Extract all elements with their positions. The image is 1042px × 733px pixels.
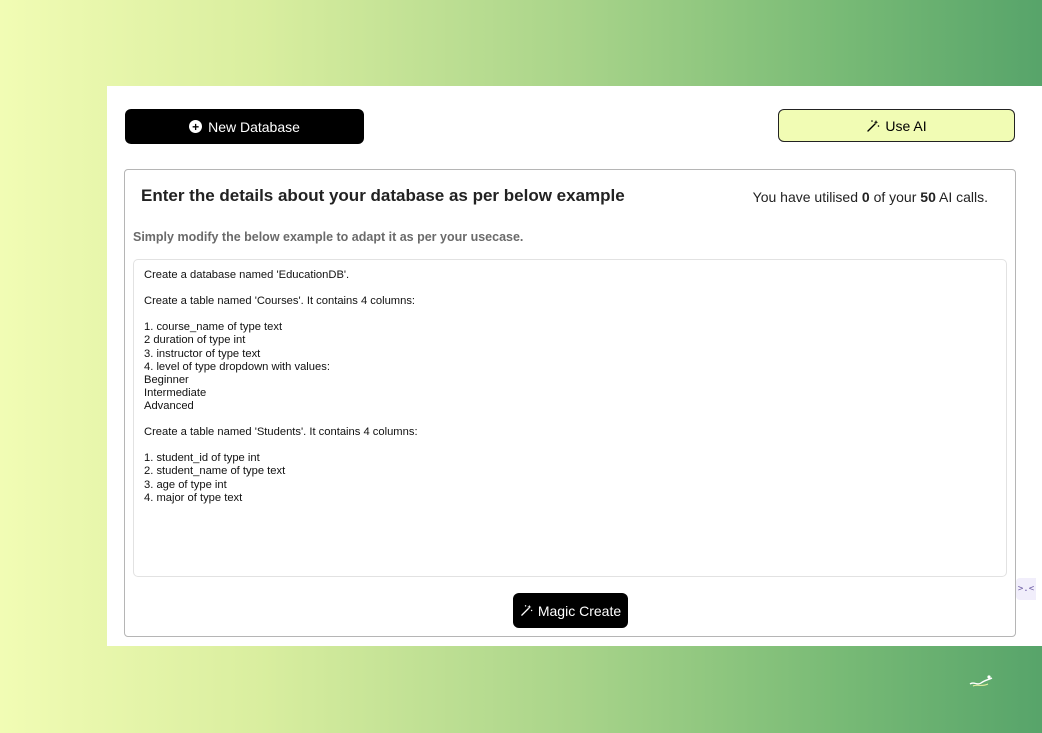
form-hint: Simply modify the below example to adapt it as per your usecase. <box>133 230 524 244</box>
corner-logo-icon <box>968 672 994 690</box>
main-panel <box>107 86 1042 646</box>
database-details-form <box>124 169 1016 637</box>
magic-create-button[interactable] <box>513 593 628 628</box>
plus-circle-icon: + <box>189 120 202 133</box>
database-prompt-input[interactable] <box>133 259 1007 577</box>
new-database-button[interactable] <box>125 109 364 144</box>
usage-middle: of your <box>873 189 917 205</box>
new-database-label: New Database <box>208 118 300 135</box>
magic-wand-icon <box>866 119 880 133</box>
usage-limit-count: 50 <box>920 189 936 205</box>
form-title: Enter the details about your database as per below example <box>141 186 625 205</box>
usage-prefix: You have utilised <box>752 189 858 205</box>
usage-used-count: 0 <box>861 189 870 205</box>
chat-widget-icon[interactable] <box>1016 578 1036 600</box>
use-ai-label: Use AI <box>885 117 927 134</box>
use-ai-button[interactable] <box>778 109 1015 142</box>
ai-usage-counter <box>753 189 988 205</box>
magic-wand-icon <box>520 604 533 617</box>
usage-suffix: AI calls. <box>938 189 988 205</box>
magic-create-label: Magic Create <box>537 602 622 619</box>
chat-widget-label: >.< <box>1017 584 1035 594</box>
